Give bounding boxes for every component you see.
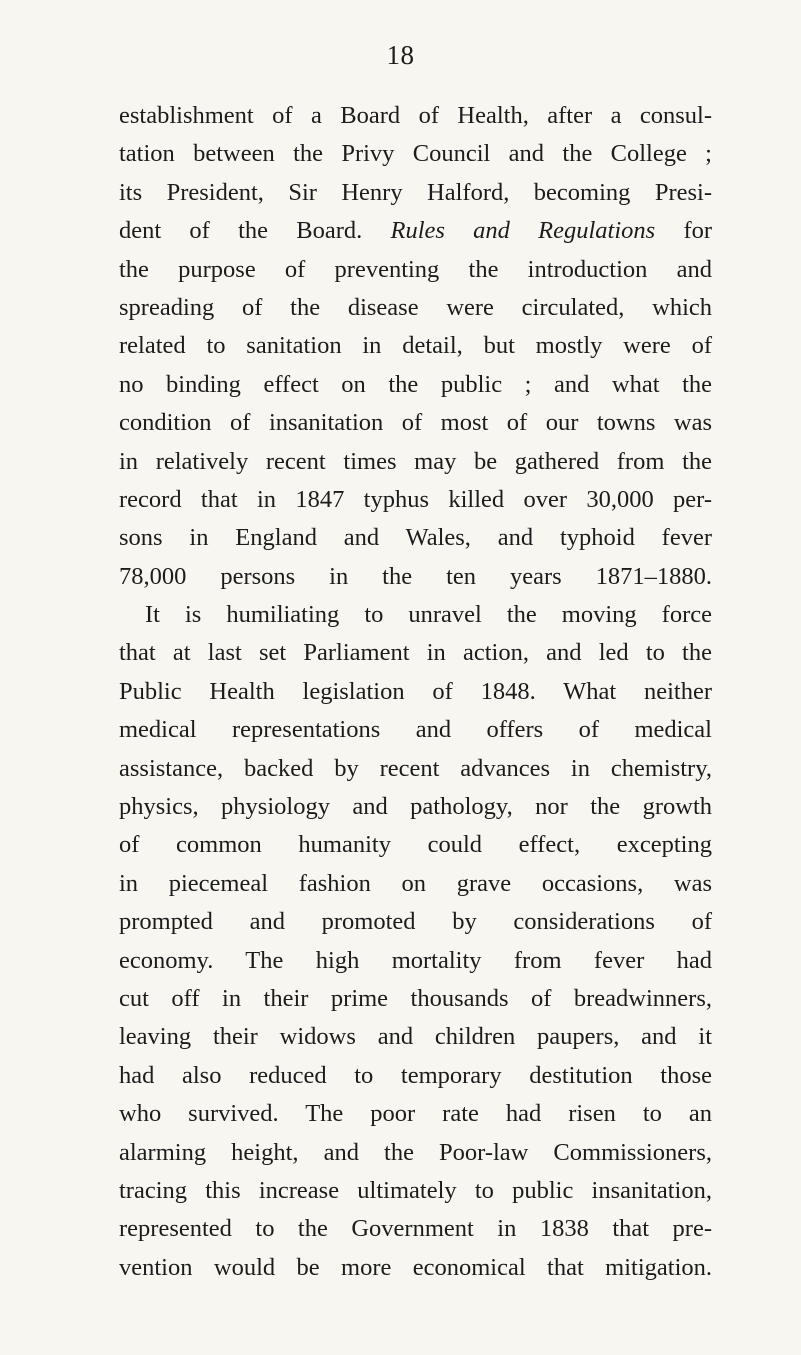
- text-line: medical representations and offers of medical: [119, 716, 712, 744]
- text-line: sons in England and Wales, and typhoid fever: [119, 524, 712, 552]
- text-line: related to sanitation in detail, but mostly were of: [119, 332, 712, 360]
- text-line: that at last set Parliament in action, and led to the: [119, 639, 712, 667]
- text-line: alarming height, and the Poor-law Commissioners,: [119, 1138, 712, 1166]
- text-line: in relatively recent times may be gathered from the: [119, 447, 712, 475]
- text-line: leaving their widows and children paupers, and it: [119, 1023, 712, 1051]
- page-number: 18: [386, 40, 415, 70]
- text-line: no binding effect on the public ; and what the: [119, 370, 712, 398]
- text-line: cut off in their prime thousands of breadwinners,: [119, 984, 712, 1012]
- body-text: [119, 97, 712, 1287]
- text-line: vention would be more economical that mitigation.: [119, 1253, 712, 1281]
- text-line: [119, 212, 712, 250]
- line-text: for: [683, 217, 713, 245]
- line-text: dent of the Board.: [119, 217, 363, 245]
- text-line: prompted and promoted by considerations of: [119, 908, 712, 936]
- text-line: its President, Sir Henry Halford, becoming Presi-: [119, 178, 712, 206]
- text-line: represented to the Government in 1838 that pre-: [119, 1215, 712, 1243]
- text-line: establishment of a Board of Health, after a consul-: [119, 102, 712, 129]
- text-line: condition of insanitation of most of our towns was: [119, 409, 712, 437]
- text-line: tracing this increase ultimately to public insanitation,: [119, 1176, 712, 1204]
- italic-title: Rules and Regulations: [390, 217, 656, 245]
- text-line: Public Health legislation of 1848. What neither: [119, 677, 712, 705]
- text-line: spreading of the disease were circulated, which: [119, 293, 712, 321]
- text-line: record that in 1847 typhus killed over 30,000 per-: [119, 485, 712, 513]
- text-line: physics, physiology and pathology, nor the growth: [119, 793, 712, 821]
- text-line: 78,000 persons in the ten years 1871–1880.: [119, 562, 712, 590]
- text-line: of common humanity could effect, excepting: [119, 831, 712, 859]
- text-line: the purpose of preventing the introduction and: [119, 255, 712, 283]
- text-line: who survived. The poor rate had risen to an: [119, 1100, 712, 1128]
- text-line: assistance, backed by recent advances in chemistry,: [119, 754, 712, 782]
- text-line: had also reduced to temporary destitution those: [119, 1061, 712, 1089]
- text-line: economy. The high mortality from fever had: [119, 946, 712, 974]
- text-line: It is humiliating to unravel the moving force: [145, 601, 712, 629]
- text-line: in piecemeal fashion on grave occasions, was: [119, 869, 712, 897]
- text-line: tation between the Privy Council and the College ;: [119, 140, 712, 168]
